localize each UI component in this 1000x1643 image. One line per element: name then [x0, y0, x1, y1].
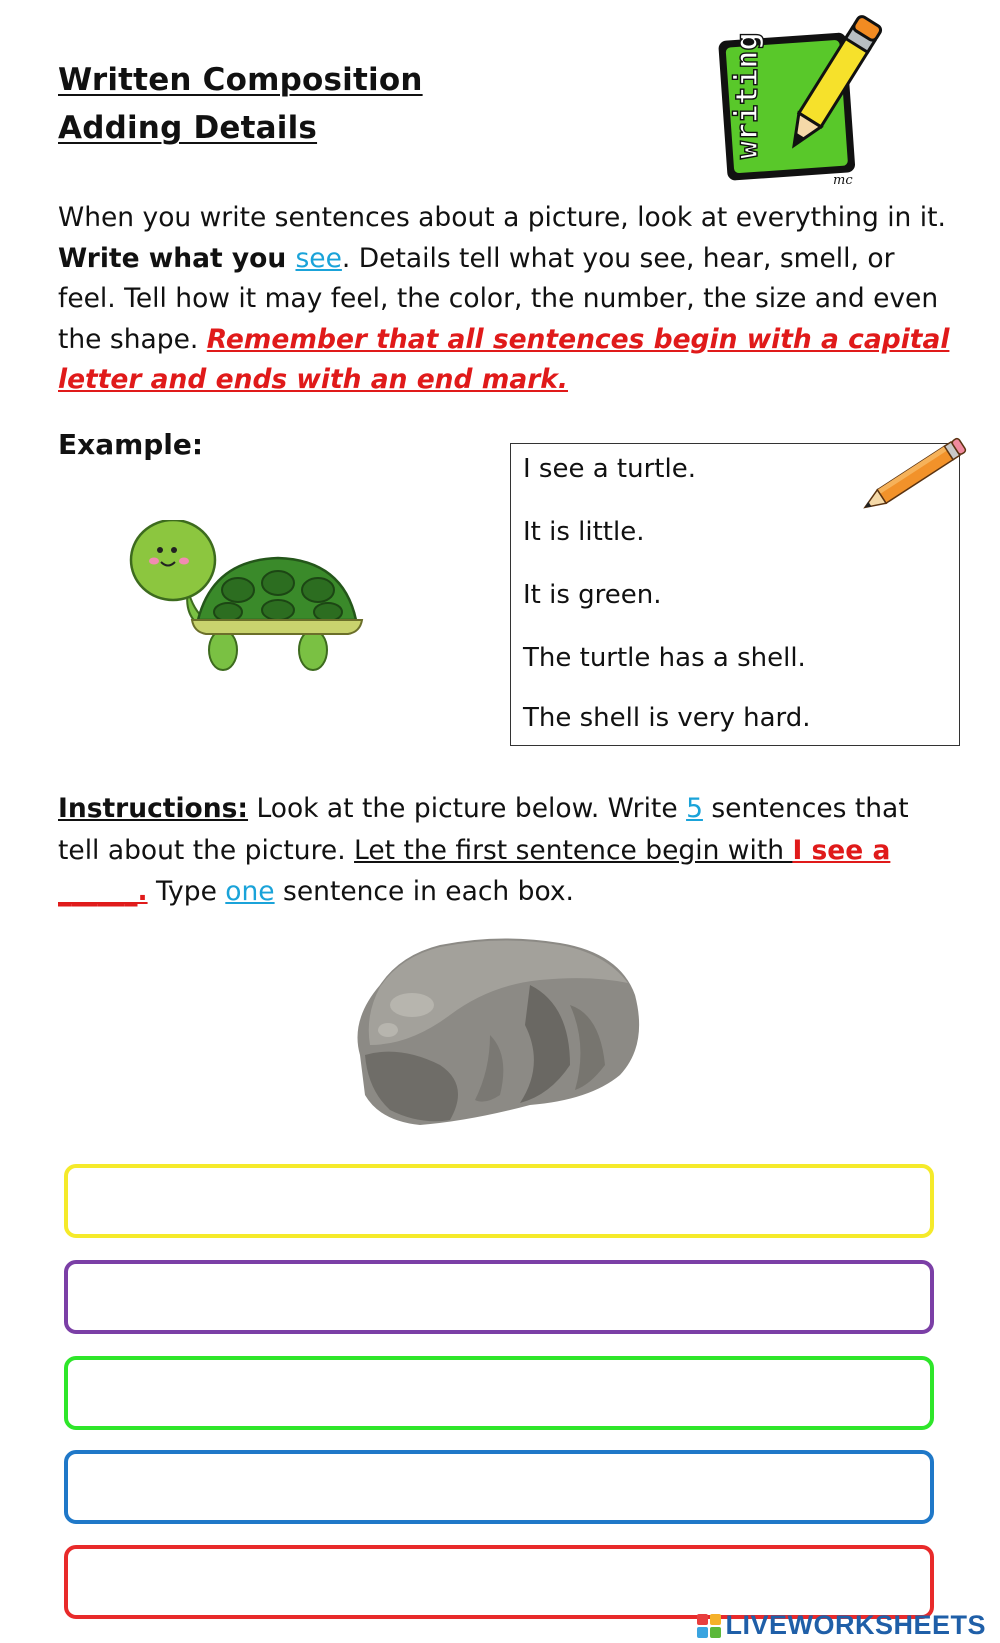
instructions-text-2: sentences that tell about the picture.: [58, 793, 909, 866]
intro-text: When you write sentences about a picture, look at everything in it.: [58, 202, 946, 233]
writing-badge-icon: [715, 14, 885, 189]
liveworksheets-logo-icon: [697, 1614, 721, 1638]
answer-box-2[interactable]: [64, 1260, 934, 1334]
answer-box-3[interactable]: [64, 1356, 934, 1430]
intro-paragraph: [58, 198, 958, 401]
instructions-text: Look at the picture below. Write: [248, 793, 687, 824]
intro-reminder: Remember that all sentences begin with a capital letter and ends with an end mark.: [58, 323, 950, 395]
example-sentence: I see a turtle.: [523, 454, 696, 484]
worksheet-title: Written Composition: [58, 62, 423, 98]
intro-see-word: see: [295, 242, 342, 274]
intro-text-2: . Details tell what you see, hear, smell, or feel. Tell how it may feel, the color, the number, the size and even the shape.: [58, 242, 939, 355]
badge-label: writing: [730, 32, 765, 159]
sentence-count: 5: [686, 793, 703, 824]
example-sentence: The turtle has a shell.: [523, 643, 806, 673]
instructions-first-sentence: Let the first sentence begin with: [354, 834, 793, 866]
liveworksheets-watermark: [697, 1610, 986, 1641]
example-sentence: The shell is very hard.: [523, 703, 811, 733]
answer-box-5[interactable]: [64, 1545, 934, 1619]
instructions-starter: I see a ______.: [58, 834, 891, 907]
example-box: [510, 443, 960, 746]
rock-icon: [340, 925, 650, 1130]
answer-box-4[interactable]: [64, 1450, 934, 1524]
example-sentence: It is green.: [523, 580, 662, 610]
instructions-label: Instructions:: [58, 793, 249, 824]
pencil-icon: [853, 430, 973, 520]
turtle-icon: [128, 520, 368, 680]
worksheet-subtitle: Adding Details: [58, 110, 318, 146]
instructions: [58, 788, 958, 913]
answer-box-1[interactable]: [64, 1164, 934, 1238]
watermark-text: LIVEWORKSHEETS: [725, 1610, 986, 1640]
example-label: Example:: [58, 428, 204, 461]
badge-signature: mc: [833, 173, 853, 188]
instructions-text-3: Type: [147, 876, 226, 907]
instructions-one-word: one: [225, 876, 275, 907]
intro-bold: Write what you: [58, 242, 296, 274]
example-sentence: It is little.: [523, 517, 645, 547]
instructions-text-4: sentence in each box.: [274, 876, 574, 907]
